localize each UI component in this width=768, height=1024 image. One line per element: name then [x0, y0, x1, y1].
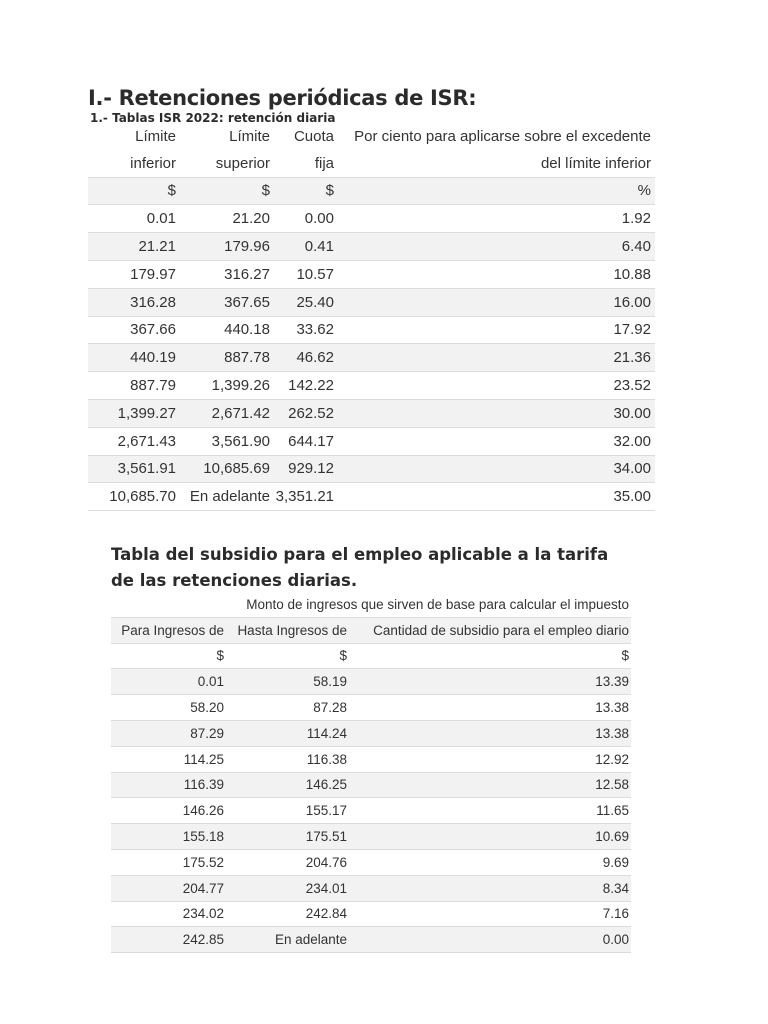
percent-rate-cell: 17.92 — [338, 316, 655, 344]
subsidy-amount-cell: 8.34 — [349, 875, 631, 901]
table-row — [88, 260, 655, 288]
subsidy-table-heading: Tabla del subsidio para el empleo aplicable a la tarifa de las retenciones diarias. — [111, 545, 609, 590]
table-row — [111, 824, 631, 850]
fixed-fee-cell: 929.12 — [274, 455, 338, 483]
table-row — [111, 798, 631, 824]
income-from-cell: 234.02 — [111, 901, 226, 927]
header-row — [88, 123, 655, 150]
table-row — [111, 927, 631, 953]
fixed-fee-cell: 0.41 — [274, 233, 338, 261]
income-to-cell: En adelante — [226, 927, 349, 953]
upper-limit-cell: 3,561.90 — [180, 427, 274, 455]
table-row — [88, 233, 655, 261]
group-header-row — [111, 592, 631, 617]
income-to-cell: 58.19 — [226, 669, 349, 695]
table-row — [88, 288, 655, 316]
lower-limit-cell: 21.21 — [88, 233, 180, 261]
upper-limit-cell: En adelante — [180, 483, 274, 511]
subsidy-amount-cell: 10.69 — [349, 824, 631, 850]
subsidy-amount-cell: 0.00 — [349, 927, 631, 953]
income-from-cell: 58.20 — [111, 695, 226, 721]
income-to-cell: 114.24 — [226, 720, 349, 746]
income-from-cell: 116.39 — [111, 772, 226, 798]
table-row — [88, 427, 655, 455]
lower-limit-cell: 10,685.70 — [88, 483, 180, 511]
fixed-fee-cell: 142.22 — [274, 372, 338, 400]
page-title: I.- Retenciones periódicas de ISR: — [88, 86, 477, 110]
subsidy-amount-cell: 13.39 — [349, 669, 631, 695]
upper-limit-cell: 10,685.69 — [180, 455, 274, 483]
header-cell-income-to: Hasta Ingresos de — [226, 617, 349, 643]
subsidy-table — [111, 592, 631, 953]
upper-limit-cell: 2,671.42 — [180, 399, 274, 427]
percent-rate-cell: 21.36 — [338, 344, 655, 372]
header-cell-income-from: Para Ingresos de — [111, 617, 226, 643]
subsidy-amount-cell: 9.69 — [349, 849, 631, 875]
unit-cell-fixed-fee: $ — [274, 177, 338, 205]
income-to-cell: 204.76 — [226, 849, 349, 875]
header-cell-percent-rate: Por ciento para aplicarse sobre el excedente — [354, 127, 651, 145]
income-from-cell: 0.01 — [111, 669, 226, 695]
table-row — [111, 772, 631, 798]
lower-limit-cell: 2,671.43 — [88, 427, 180, 455]
percent-rate-cell: 32.00 — [338, 427, 655, 455]
table-row — [111, 746, 631, 772]
lower-limit-cell: 440.19 — [88, 344, 180, 372]
subsidy-amount-cell: 12.58 — [349, 772, 631, 798]
header-cell-fixed-fee: Cuota — [293, 127, 334, 145]
lower-limit-cell: 316.28 — [88, 288, 180, 316]
table-row — [111, 875, 631, 901]
income-from-cell: 146.26 — [111, 798, 226, 824]
subsidy-amount-cell: 11.65 — [349, 798, 631, 824]
income-to-cell: 175.51 — [226, 824, 349, 850]
fixed-fee-cell: 644.17 — [274, 427, 338, 455]
unit-cell-percent-rate: % — [338, 177, 655, 205]
percent-rate-cell: 10.88 — [338, 260, 655, 288]
units-row — [111, 643, 631, 669]
upper-limit-cell: 21.20 — [180, 205, 274, 233]
upper-limit-cell: 316.27 — [180, 260, 274, 288]
header-cell-subsidy-amount: Cantidad de subsidio para el empleo diario — [349, 617, 631, 643]
percent-rate-cell: 34.00 — [338, 455, 655, 483]
income-to-cell: 155.17 — [226, 798, 349, 824]
unit-cell-lower-limit: $ — [88, 177, 180, 205]
upper-limit-cell: 367.65 — [180, 288, 274, 316]
section-subtitle: 1.- Tablas ISR 2022: retención diaria — [90, 111, 336, 125]
table-row — [88, 205, 655, 233]
header-cell-lower-limit: inferior — [130, 154, 176, 172]
header-cell-percent-rate: del límite inferior — [540, 154, 651, 172]
table-row — [111, 849, 631, 875]
unit-cell-income-to: $ — [226, 643, 349, 669]
table-row — [111, 669, 631, 695]
upper-limit-cell: 1,399.26 — [180, 372, 274, 400]
unit-cell-income-from: $ — [111, 643, 226, 669]
lower-limit-cell: 1,399.27 — [88, 399, 180, 427]
header-cell-upper-limit: superior — [215, 154, 270, 172]
table-row — [111, 901, 631, 927]
header-cell-lower-limit: Límite — [135, 127, 176, 145]
lower-limit-cell: 887.79 — [88, 372, 180, 400]
upper-limit-cell: 179.96 — [180, 233, 274, 261]
income-to-cell: 87.28 — [226, 695, 349, 721]
units-row — [88, 177, 655, 205]
fixed-fee-cell: 46.62 — [274, 344, 338, 372]
lower-limit-cell: 179.97 — [88, 260, 180, 288]
income-from-cell: 114.25 — [111, 746, 226, 772]
group-header: Monto de ingresos que sirven de base para calcular el impuesto — [246, 596, 629, 612]
percent-rate-cell: 6.40 — [338, 233, 655, 261]
fixed-fee-cell: 262.52 — [274, 399, 338, 427]
fixed-fee-cell: 10.57 — [274, 260, 338, 288]
percent-rate-cell: 23.52 — [338, 372, 655, 400]
income-to-cell: 242.84 — [226, 901, 349, 927]
subsidy-amount-cell: 13.38 — [349, 720, 631, 746]
income-from-cell: 204.77 — [111, 875, 226, 901]
upper-limit-cell: 440.18 — [180, 316, 274, 344]
header-cell-fixed-fee: fija — [314, 154, 334, 172]
income-from-cell: 175.52 — [111, 849, 226, 875]
table-row — [88, 372, 655, 400]
subsidy-amount-cell: 13.38 — [349, 695, 631, 721]
header-cell-upper-limit: Límite — [229, 127, 270, 145]
header-row — [111, 617, 631, 643]
lower-limit-cell: 367.66 — [88, 316, 180, 344]
table-row — [111, 695, 631, 721]
lower-limit-cell: 3,561.91 — [88, 455, 180, 483]
income-to-cell: 146.25 — [226, 772, 349, 798]
fixed-fee-cell: 33.62 — [274, 316, 338, 344]
percent-rate-cell: 30.00 — [338, 399, 655, 427]
percent-rate-cell: 16.00 — [338, 288, 655, 316]
fixed-fee-cell: 25.40 — [274, 288, 338, 316]
header-row — [88, 150, 655, 177]
table-row — [88, 316, 655, 344]
unit-cell-subsidy-amount: $ — [349, 643, 631, 669]
income-from-cell: 242.85 — [111, 927, 226, 953]
table-row — [88, 399, 655, 427]
table-row — [88, 344, 655, 372]
table-row — [88, 483, 655, 511]
percent-rate-cell: 1.92 — [338, 205, 655, 233]
upper-limit-cell: 887.78 — [180, 344, 274, 372]
income-from-cell: 155.18 — [111, 824, 226, 850]
table-row — [88, 455, 655, 483]
lower-limit-cell: 0.01 — [88, 205, 180, 233]
subsidy-amount-cell: 12.92 — [349, 746, 631, 772]
income-to-cell: 116.38 — [226, 746, 349, 772]
percent-rate-cell: 35.00 — [338, 483, 655, 511]
income-from-cell: 87.29 — [111, 720, 226, 746]
income-to-cell: 234.01 — [226, 875, 349, 901]
isr-rate-table — [88, 123, 655, 511]
fixed-fee-cell: 0.00 — [274, 205, 338, 233]
fixed-fee-cell: 3,351.21 — [274, 483, 338, 511]
table-row — [111, 720, 631, 746]
subsidy-amount-cell: 7.16 — [349, 901, 631, 927]
unit-cell-upper-limit: $ — [180, 177, 274, 205]
